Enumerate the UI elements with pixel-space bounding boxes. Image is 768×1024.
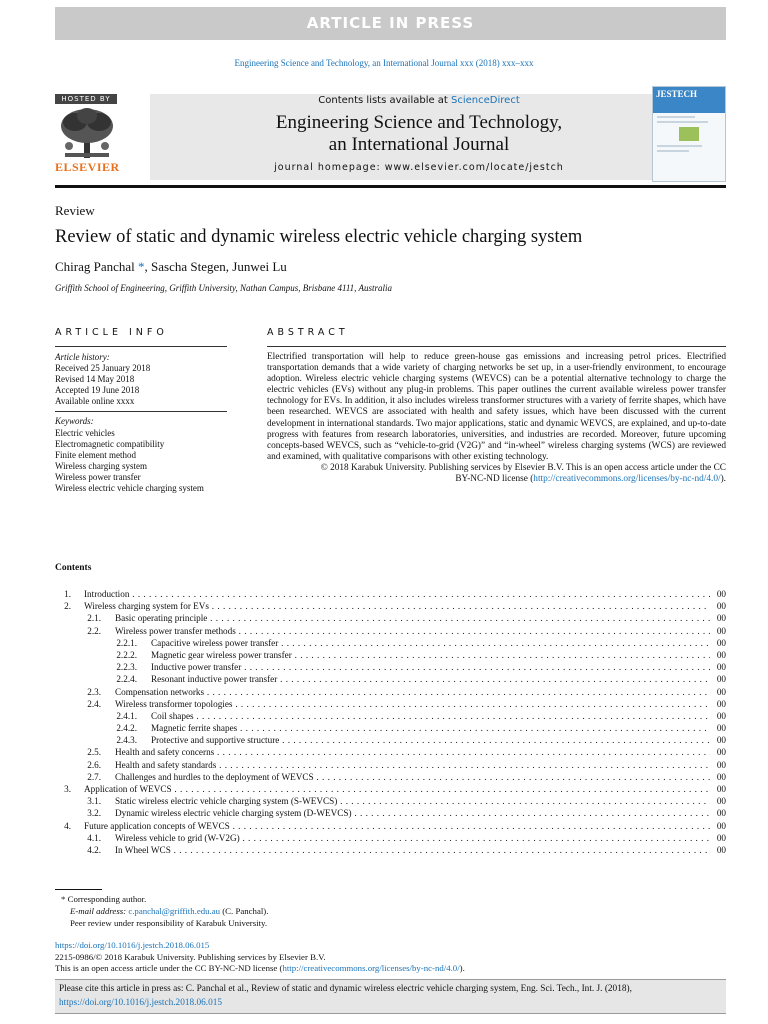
footnote-rule [55, 889, 102, 890]
toc-entry-title[interactable]: Application of WEVCS . . . [84, 783, 710, 795]
footnotes [55, 893, 268, 929]
toc-entry-number: 2.2.1. [116, 637, 137, 648]
doi-block [55, 940, 465, 975]
toc-entry-number: 2.4.2. [116, 723, 137, 734]
affiliation: Griffith School of Engineering, Griffith University, Nathan Campus, Brisbane 4111, Australia [55, 283, 392, 293]
journal-title-box [150, 94, 688, 180]
toc-entry[interactable] [55, 771, 726, 783]
toc-entry[interactable] [55, 588, 726, 600]
toc-entry-page: 00 [716, 747, 726, 758]
toc-entry-number: 2.1. [87, 613, 101, 624]
toc-entry[interactable] [55, 844, 726, 856]
toc-entry-title[interactable]: Magnetic gear wireless power transfer . . . [151, 649, 710, 661]
toc-entry-number: 4.2. [87, 844, 101, 855]
toc-entry-number: 2.2.3. [116, 662, 137, 673]
toc-entry-page: 00 [716, 637, 726, 648]
toc-entry-number: 2. [64, 601, 71, 612]
toc-entry-number: 2.2. [87, 625, 101, 636]
corresponding-author-mark[interactable]: * [134, 259, 145, 274]
toc-entry-title[interactable]: Inductive power transfer . . . [151, 661, 710, 673]
toc-entry-page: 00 [716, 832, 726, 843]
toc-entry-page: 00 [716, 698, 726, 709]
toc-entry-title[interactable]: Health and safety standards . . . [115, 759, 710, 771]
toc-entry-number: 2.4.1. [116, 710, 137, 721]
toc-entry[interactable] [55, 686, 726, 698]
cite-doi-link[interactable]: https://doi.org/10.1016/j.jestch.2018.06.015 [59, 997, 223, 1008]
journal-citation-link[interactable]: Engineering Science and Technology, an International Journal xxx (2018) xxx–xxx [234, 58, 534, 68]
toc-entry-title[interactable]: Capacitive wireless power transfer . . . [151, 637, 710, 649]
toc-entry-page: 00 [716, 771, 726, 782]
toc-entry-page: 00 [716, 674, 726, 685]
toc-entry-title[interactable]: Wireless power transfer methods . . . [115, 625, 710, 637]
history-item: Available online xxxx [55, 396, 135, 407]
hosted-by-label: HOSTED BY [55, 94, 117, 104]
article-info-panel [55, 352, 227, 494]
toc-entry[interactable] [55, 600, 726, 612]
toc-entry[interactable] [55, 698, 726, 710]
toc-entry-number: 1. [64, 589, 71, 599]
table-of-contents [55, 588, 726, 856]
history-item: Revised 14 May 2018 [55, 374, 135, 385]
toc-entry-title[interactable]: Dynamic wireless electric vehicle charging system (D-WEVCS) . . . [115, 807, 710, 819]
keyword[interactable]: Wireless electric vehicle charging system [55, 483, 204, 494]
journal-homepage[interactable]: journal homepage: www.elsevier.com/locate/jestch [274, 162, 564, 173]
toc-entry-number: 2.7. [87, 771, 101, 782]
keyword[interactable]: Wireless charging system [55, 460, 147, 471]
masthead-rule [55, 185, 726, 188]
cite-this-article-box [55, 979, 726, 1014]
toc-entry-title[interactable]: Protective and supportive structure . . . [151, 734, 710, 746]
article-type: Review [55, 203, 95, 218]
corresponding-author-note: * Corresponding author. [61, 894, 147, 904]
toc-entry-page: 00 [716, 723, 726, 734]
toc-entry-page: 00 [716, 735, 726, 746]
article-title: Review of static and dynamic wireless electric vehicle charging system [55, 227, 583, 247]
toc-entry-page: 00 [716, 820, 726, 831]
toc-entry-page: 00 [716, 844, 726, 855]
info-divider [55, 411, 227, 412]
toc-entry[interactable] [55, 661, 726, 673]
toc-entry-title[interactable]: Wireless transformer topologies . . . [115, 698, 710, 710]
peer-review-note: Peer review under responsibility of Karabuk University. [70, 918, 268, 928]
toc-entry-page: 00 [716, 686, 726, 697]
toc-entry-title[interactable]: Wireless vehicle to grid (W-V2G) . . . [115, 832, 710, 844]
toc-entry-page: 00 [716, 662, 726, 673]
abstract-body [267, 352, 726, 485]
toc-entry-page: 00 [716, 601, 726, 612]
toc-entry-title[interactable]: Resonant inductive power transfer . . . [151, 673, 710, 685]
journal-cover-thumbnail[interactable] [652, 86, 726, 182]
toc-entry-number: 2.3. [87, 686, 101, 697]
email-line: E-mail address: c.panchal@griffith.edu.au (C. Panchal). [70, 906, 269, 916]
toc-entry-title[interactable]: Static wireless electric vehicle charging system (S-WEVCS) . . . [115, 795, 710, 807]
toc-entry[interactable] [55, 637, 726, 649]
toc-entry-page: 00 [716, 796, 726, 807]
author-name[interactable]: Chirag Panchal [55, 259, 135, 274]
toc-entry[interactable] [55, 795, 726, 807]
toc-entry-title[interactable]: Compensation networks . . . [115, 686, 710, 698]
toc-entry[interactable] [55, 673, 726, 685]
email-link[interactable]: c.panchal@griffith.edu.au [128, 906, 221, 916]
history-label: Article history: [55, 352, 110, 362]
keyword[interactable]: Finite element method [55, 449, 136, 460]
history-item: Accepted 19 June 2018 [55, 385, 140, 396]
toc-entry-number: 3.2. [87, 808, 101, 819]
history-item: Received 25 January 2018 [55, 363, 151, 374]
toc-entry-number: 3. [64, 784, 71, 794]
toc-entry[interactable] [55, 649, 726, 661]
toc-entry-title[interactable]: Challenges and hurdles to the deployment of WEVCS . . . [115, 771, 710, 783]
journal-title: Engineering Science and Technology, an International Journal [275, 112, 563, 155]
toc-entry[interactable] [55, 807, 726, 819]
keyword[interactable]: Electromagnetic compatibility [55, 438, 165, 449]
cite-text: Please cite this article in press as: C. Panchal et al., Review of static and dynamic wireless electric vehicle charging system, Eng. Sci. Tech., Int. J. (2018), [59, 984, 632, 994]
toc-entry-page: 00 [716, 759, 726, 770]
toc-entry-title[interactable]: Basic operating principle . . . [115, 612, 710, 624]
toc-entry-title[interactable]: In Wheel WCS . . . [115, 844, 710, 856]
toc-entry-title[interactable]: Magnetic ferrite shapes . . . [151, 722, 710, 734]
abstract-copyright: © 2018 Karabuk University. Publishing services by Elsevier B.V. This is an open access article under the CC BY-NC-ND license (http://creativecommons.org/licenses/by-nc-nd/4.0/). [320, 462, 726, 485]
toc-entry[interactable] [55, 722, 726, 734]
contents-heading: Contents [55, 563, 92, 573]
toc-entry-number: 2.4. [87, 698, 101, 709]
cover-title: JESTECH [653, 87, 725, 113]
author-list [55, 259, 287, 275]
toc-entry-page: 00 [716, 649, 726, 660]
oa-license-link[interactable]: http://creativecommons.org/licenses/by-nc-nd/4.0/ [282, 963, 460, 973]
article-info-rule [55, 346, 227, 347]
toc-entry[interactable] [55, 625, 726, 637]
toc-entry-title[interactable]: Introduction . . . [84, 588, 710, 600]
toc-entry[interactable] [55, 612, 726, 624]
elsevier-tree-logo-icon [55, 106, 119, 160]
abstract-heading: ABSTRACT [267, 327, 349, 338]
issn-line: 2215-0986/© 2018 Karabuk University. Publishing services by Elsevier B.V. [55, 951, 326, 962]
toc-entry[interactable] [55, 734, 726, 746]
toc-entry-number: 3.1. [87, 796, 101, 807]
toc-entry-page: 00 [716, 710, 726, 721]
toc-entry-number: 2.5. [87, 747, 101, 758]
toc-entry[interactable] [55, 759, 726, 771]
toc-entry-title[interactable]: Coil shapes . . . [151, 710, 710, 722]
sciencedirect-link[interactable]: ScienceDirect [451, 95, 520, 106]
toc-entry-page: 00 [716, 808, 726, 819]
toc-entry-page: 00 [716, 625, 726, 636]
license-link[interactable]: http://creativecommons.org/licenses/by-nc-nd/4.0/ [533, 474, 721, 485]
toc-entry-title[interactable]: Wireless charging system for EVs . . . [84, 600, 710, 612]
toc-entry-number: 2.4.3. [116, 735, 137, 746]
toc-entry-number: 2.2.2. [116, 649, 137, 660]
elsevier-wordmark: ELSEVIER [55, 160, 120, 174]
keyword[interactable]: Wireless power transfer [55, 471, 141, 482]
toc-entry-page: 00 [716, 589, 726, 599]
toc-entry-number: 2.2.4. [116, 674, 137, 685]
toc-entry-title[interactable]: Future application concepts of WEVCS . . . [84, 820, 710, 832]
toc-entry[interactable] [55, 783, 726, 795]
toc-entry-number: 4.1. [87, 832, 101, 843]
toc-entry-number: 2.6. [87, 759, 101, 770]
toc-entry[interactable] [55, 746, 726, 758]
toc-entry-title[interactable]: Health and safety concerns . . . [115, 746, 710, 758]
masthead [55, 89, 726, 180]
article-in-press-banner: ARTICLE IN PRESS [55, 7, 726, 40]
toc-entry[interactable] [55, 820, 726, 832]
toc-entry-page: 00 [716, 784, 726, 794]
toc-entry[interactable] [55, 710, 726, 722]
open-access-line: This is an open access article under the CC BY-NC-ND license (http://creativecommons.org/licenses/by-nc-nd/4.0/). [55, 963, 465, 973]
toc-entry-page: 00 [716, 613, 726, 624]
toc-entry-number: 4. [64, 820, 71, 831]
keywords-label: Keywords: [55, 416, 94, 427]
toc-entry[interactable] [55, 832, 726, 844]
doi-link[interactable]: https://doi.org/10.1016/j.jestch.2018.06.015 [55, 940, 210, 950]
contents-available-line: Contents lists available at ScienceDirect [318, 95, 520, 106]
author-names[interactable]: , Sascha Stegen, Junwei Lu [144, 259, 287, 274]
article-info-heading: ARTICLE INFO [55, 327, 168, 338]
abstract-rule [267, 346, 726, 347]
abstract-text: Electrified transportation will help to reduce green-house gas emissions and increasing petrol prices. Electrified transportation demands that a wide variety of charging networks be set up, in a user-friendly environment, to encourage adoption. Wireless electric vehicle charging systems (WEVCS) can be a potential alternative technology to charge the electric vehicles (EVs) without any plug-in problems. This paper outlines the current available wireless power transfer technology for EVs. In addition, it also includes wireless transformer structures with a variety of ferrite shapes, which have been researched. WEVCS are associated with health and safety issues, which have been discussed with the current development in international standards. Two major applications, static and dynamic WEVCS, are explained, and up-to-date progress with features from research laboratories, universities, and industries are recorded. Moreover, future upcoming concepts-based WEVCS, such as “vehicle-to-grid (V2G)” and “in-wheel” wireless charging systems (WCS) are reviewed and examined, with qualitative comparisons with other existing technology. [267, 352, 726, 462]
keyword[interactable]: Electric vehicles [55, 427, 115, 438]
